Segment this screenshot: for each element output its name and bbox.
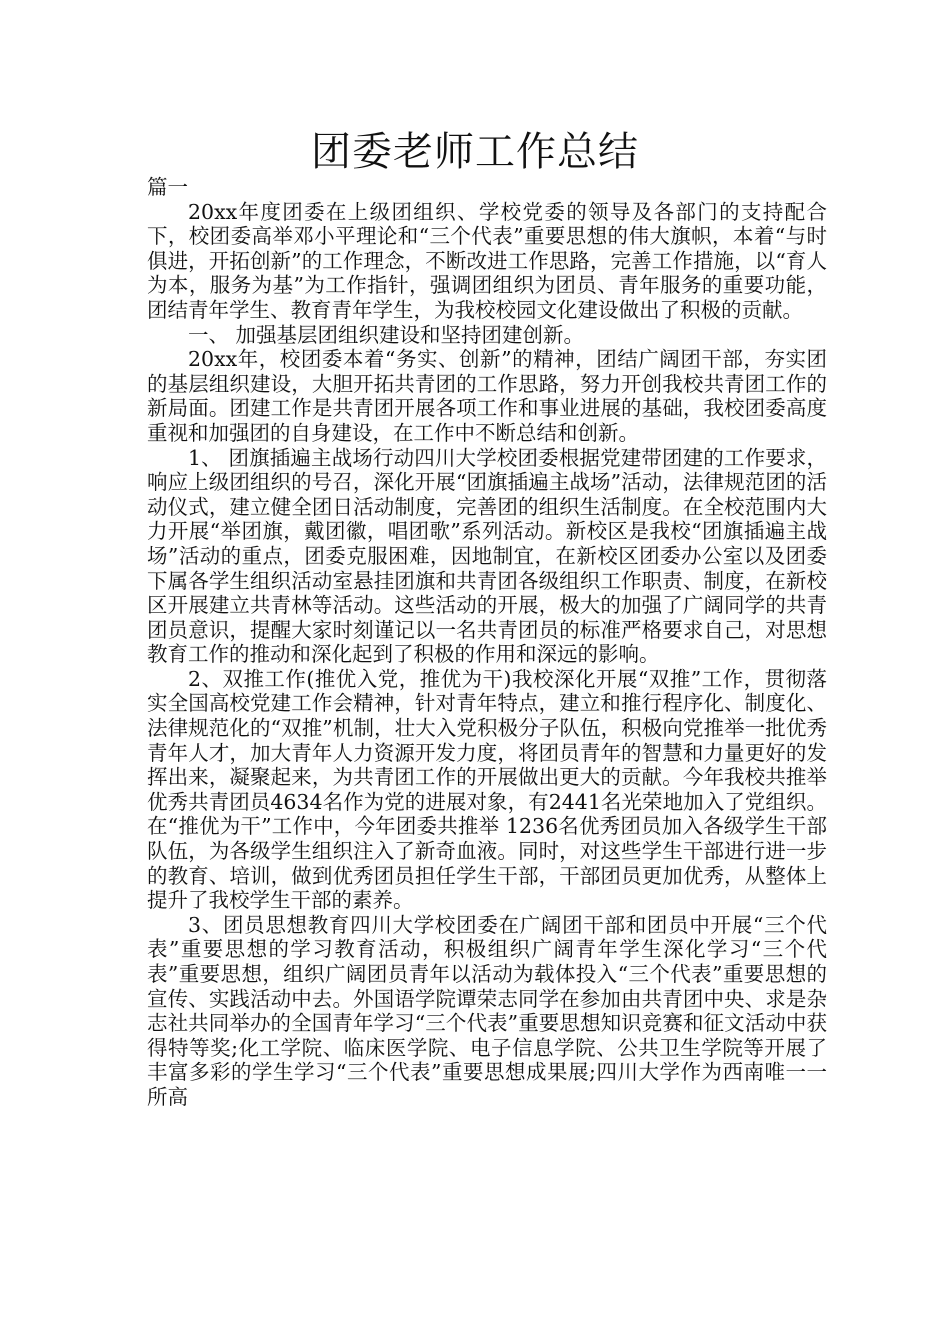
paragraph-item-3: 3、团员思想教育四川大学校团委在广阔团干部和团员中开展“三个代表”重要思想的学习教育活动，积极组织广阔青年学生深化学习“三个代表”重要思想，组织广阔团员青年以活动为载体投入“三个代表”重要思想的宣传、实践活动中去。外国语学院谭荣志同学在参加由共青团中央、求是杂志社共同举办的全国青年学习“三个代表”重要思想知识竞赛和征文活动中获得特等奖;化工学院、临床医学院、电子信息学院、公共卫生学院等开展了丰富多彩的学生学习“三个代表”重要思想成果展;四川大学作为西南唯一一所高 <box>147 912 827 1109</box>
paragraph-intro: 20xx年度团委在上级团组织、学校党委的领导及各部门的支持配合下，校团委高举邓小平理论和“三个代表”重要思想的伟大旗帜，本着“与时俱进，开拓创新”的工作理念，不断改进工作思路，完善工作措施，以“育人为本，服务为基”为工作指针，强调团组织为团员、青年服务的重要功能，团结青年学生、教育青年学生，为我校校园文化建设做出了积极的贡献。 <box>147 199 827 322</box>
paragraph-section-1: 20xx年，校团委本着“务实、创新”的精神，团结广阔团干部，夯实团的基层组织建设，大胆开拓共青团的工作思路，努力开创我校共青团工作的新局面。团建工作是共青团开展各项工作和事业进展的基础，我校团委高度重视和加强团的自身建设，在工作中不断总结和创新。 <box>147 347 827 445</box>
document-body <box>147 175 827 1110</box>
paragraph-item-2: 2、双推工作(推优入党，推优为干)我校深化开展“双推”工作，贯彻落实全国高校党建工作会精神，针对青年特点，建立和推行程序化、制度化、法律规范化的“双推”机制，壮大入党积极分子队伍，积极向党推举一批优秀青年人才，加大青年人力资源开发力度，将团员青年的智慧和力量更好的发挥出来，凝聚起来，为共青团工作的开展做出更大的贡献。今年我校共推举优秀共青团员4634名作为党的进展对象，有2441名光荣地加入了党组织。在“推优为干”工作中，今年团委共推举 1236名优秀团员加入各级学生干部队伍，为各级学生组织注入了新奇血液。同时，对这些学生干部进行进一步的教育、培训，做到优秀团员担任学生干部，干部团员更加优秀，从整体上提升了我校学生干部的素养。 <box>147 666 827 913</box>
section-heading-1: 一、 加强基层团组织建设和坚持团建创新。 <box>188 322 585 347</box>
section-label: 篇一 <box>147 175 188 199</box>
document-title: 团委老师工作总结 <box>311 129 639 175</box>
paragraph-item-1: 1、 团旗插遍主战场行动四川大学校团委根据党建带团建的工作要求，响应上级团组织的号召，深化开展“团旗插遍主战场”活动，法律规范团的活动仪式，建立健全团日活动制度，完善团的组织生活制度。在全校范围内大力开展“举团旗，戴团徽，唱团歌”系列活动。新校区是我校“团旗插遍主战场”活动的重点，团委克服困难，因地制宜，在新校区团委办公室以及团委下属各学生组织活动室悬挂团旗和共青团各级组织工作职责、制度，在新校区开展建立共青林等活动。这些活动的开展，极大的加强了广阔同学的共青团员意识，提醒大家时刻谨记以一名共青团员的标准严格要求自己，对思想教育工作的推动和深化起到了积极的作用和深远的影响。 <box>147 445 827 667</box>
